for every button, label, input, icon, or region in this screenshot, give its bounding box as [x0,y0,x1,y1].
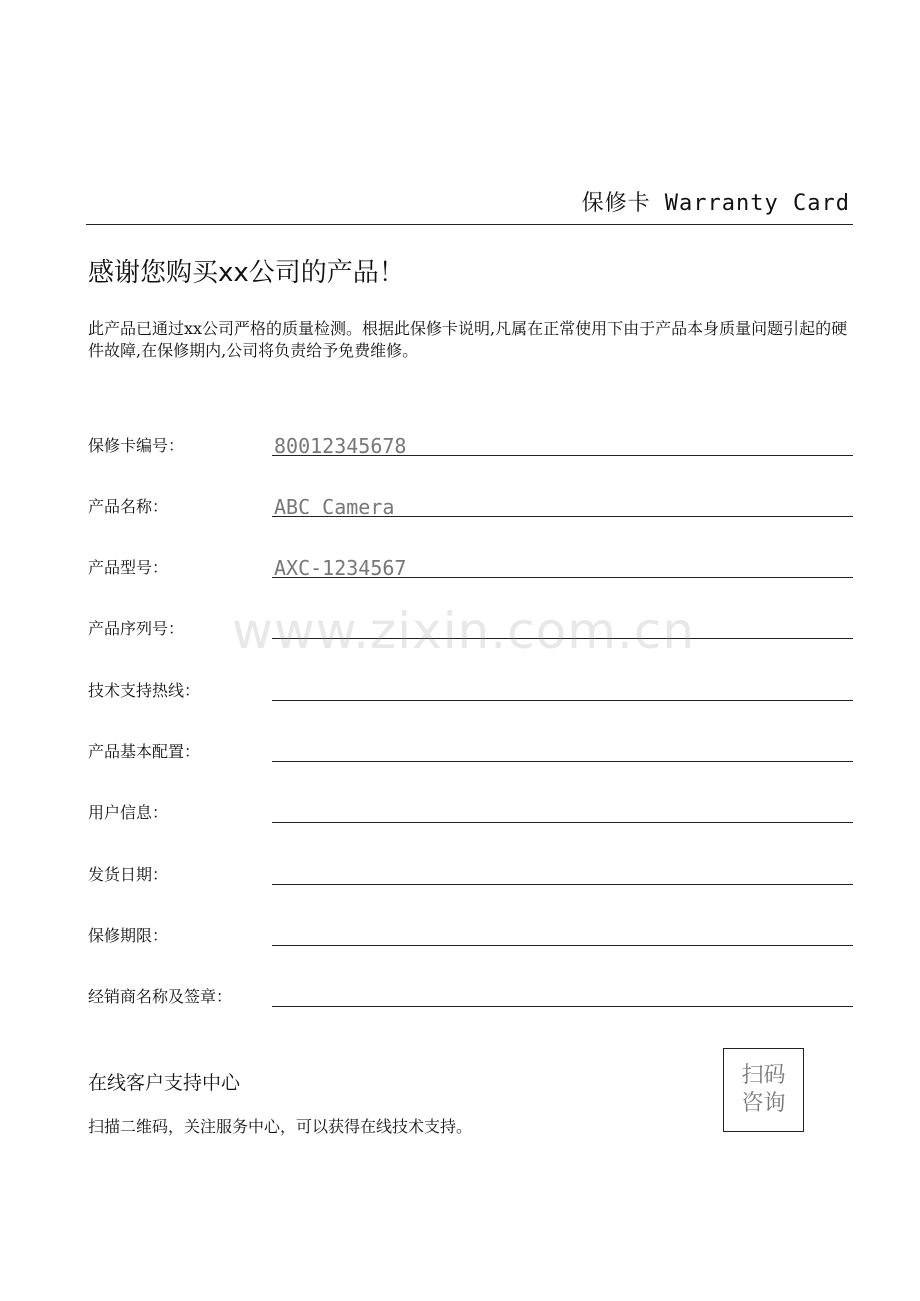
field-value: AXC-1234567 [274,556,407,580]
field-dealer-signature [88,967,853,1007]
field-product-model [88,538,853,578]
field-underline[interactable] [272,990,853,1007]
field-basic-config [88,722,853,762]
field-label: 发货日期： [88,865,169,884]
intro-paragraph: 此产品已通过xx公司严格的质量检测。根据此保修卡说明,凡属在正常使用下由于产品本身质量问题引起的硬件故障,在保修期内,公司将负责给予免费维修。 [88,319,848,360]
field-warranty-number [88,416,853,456]
qr-code-box[interactable] [723,1048,804,1132]
support-title: 在线客户支持中心 [88,1072,241,1094]
field-underline[interactable] [272,806,853,823]
field-underline[interactable] [272,868,853,885]
field-support-hotline [88,661,853,701]
field-product-name [88,477,853,517]
qr-label-line2: 咨询 [741,1091,786,1116]
thanks-heading: 感谢您购买xx公司的产品！ [88,258,405,288]
field-label: 产品序列号： [88,619,185,638]
support-text: 扫描二维码，关注服务中心，可以获得在线技术支持。 [88,1117,473,1136]
field-label: 产品型号： [88,558,169,577]
field-user-info [88,783,853,823]
field-label: 保修期限： [88,926,169,945]
field-label: 产品基本配置： [88,742,201,761]
field-underline[interactable] [272,929,853,946]
field-underline[interactable] [272,684,853,701]
header-divider [86,224,853,225]
field-ship-date [88,845,853,885]
field-label: 经销商名称及签章： [88,987,233,1006]
watermark: www.zixin.com.cn [232,602,696,660]
field-label: 产品名称： [88,497,169,516]
field-label: 技术支持热线： [88,681,201,700]
field-underline[interactable] [272,745,853,762]
field-label: 用户信息： [88,803,169,822]
warranty-card-title: 保修卡 Warranty Card [581,191,850,216]
field-warranty-period [88,906,853,946]
field-value: ABC Camera [274,495,395,519]
field-label: 保修卡编号： [88,436,185,455]
field-value: 80012345678 [274,434,407,458]
qr-label-line1: 扫码 [741,1063,786,1088]
